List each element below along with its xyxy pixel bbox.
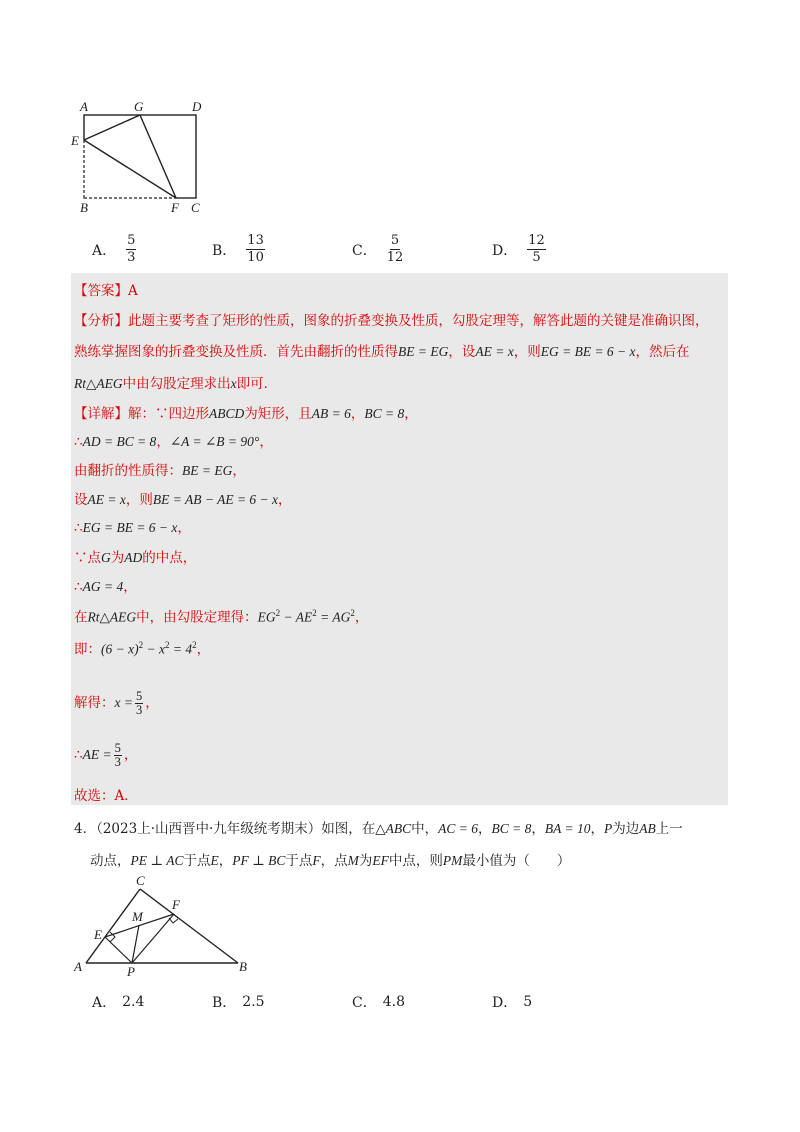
superscript: 2: [164, 640, 170, 650]
math: M: [347, 853, 359, 868]
analysis-line-2: [74, 343, 690, 362]
math: BE = EG: [182, 463, 233, 478]
rectangle-fold-figure: [70, 98, 220, 218]
superscript: 2: [192, 640, 197, 650]
rectangle-abcd: [84, 115, 196, 198]
text: ∴: [74, 747, 83, 764]
detail-line-11: [74, 742, 137, 769]
segment-eg: [84, 115, 140, 140]
fraction: [246, 234, 265, 266]
option-letter: C．: [352, 995, 377, 1011]
math: BC = 8: [491, 821, 532, 836]
math: △ABC: [375, 821, 412, 836]
answer-line: [74, 283, 138, 301]
text: 即：: [74, 641, 101, 658]
text: ，则: [125, 492, 153, 508]
label-a: A: [80, 99, 88, 114]
text: ，: [232, 463, 246, 479]
math: AG = 4: [82, 579, 124, 594]
fraction: [387, 234, 404, 266]
text: ∴: [74, 520, 83, 536]
denominator: 10: [247, 250, 264, 266]
detail-tag: 【详解】: [74, 406, 128, 422]
option-letter: A．: [92, 995, 117, 1011]
math: BE = EG: [398, 344, 449, 359]
label-b: B: [239, 959, 247, 974]
math: Rt△AEG: [74, 376, 123, 391]
text: ，: [259, 434, 273, 450]
label-e: E: [71, 133, 79, 148]
text: ，: [123, 579, 137, 595]
answer-value: A: [128, 283, 138, 299]
text: 为: [358, 853, 373, 869]
answer-tag: 【答案】: [74, 283, 128, 299]
label-c: C: [136, 873, 145, 888]
option-d: [492, 992, 532, 1012]
segment-pm: [132, 925, 139, 963]
math: AD = BC = 8: [82, 434, 157, 449]
math: P: [604, 821, 613, 836]
label-b: B: [80, 200, 88, 215]
option-c: [352, 992, 405, 1012]
text: ，点: [320, 853, 348, 869]
option-letter: B．: [212, 995, 237, 1011]
numerator: 13: [246, 234, 265, 250]
math: AE = x: [87, 492, 126, 507]
text: ，: [218, 853, 233, 869]
math: AD: [124, 550, 143, 565]
text: ，设: [448, 344, 476, 360]
denominator: 3: [135, 703, 143, 718]
option-c: [352, 234, 403, 266]
segment-gf: [140, 115, 176, 198]
math: AB = 6: [311, 406, 351, 421]
detail-line-5: [74, 519, 191, 538]
text: 设: [74, 492, 88, 508]
fraction: [114, 742, 122, 769]
math: Rt△AEG: [87, 609, 137, 625]
text: 于点: [285, 853, 313, 869]
option-letter: C．: [352, 242, 377, 259]
math: ∠A = ∠B = 90°: [169, 434, 260, 449]
denominator: 5: [532, 250, 541, 266]
denominator: 12: [386, 250, 404, 266]
math: BA = 10: [544, 821, 591, 836]
option-b: [212, 234, 265, 266]
text: 由翻折的性质得：: [74, 463, 182, 479]
text: 为矩形，且: [244, 406, 312, 422]
fraction: [135, 690, 143, 717]
text: 中，: [411, 821, 439, 837]
math: AE =: [82, 747, 112, 763]
math: (6 − x): [101, 641, 139, 657]
option-letter: D．: [492, 242, 518, 259]
text: ，: [278, 492, 292, 508]
superscript: 2: [350, 608, 355, 618]
option-value: 5: [523, 994, 533, 1010]
segment-pe: [105, 937, 132, 963]
label-e: E: [94, 927, 102, 942]
text: ∴: [74, 434, 83, 450]
detail-line-2: [74, 433, 273, 452]
math: EG = BE = 6 − x: [82, 520, 178, 535]
text: 最小值为（ ）: [462, 853, 571, 869]
math: E: [210, 853, 219, 868]
label-c: C: [191, 200, 200, 215]
text: ，: [404, 406, 418, 422]
text: ，然后在: [635, 344, 690, 360]
text: 中，由勾股定理得：: [136, 609, 258, 626]
detail-line-9: [74, 640, 210, 659]
math: − x: [143, 641, 165, 657]
text: ，: [156, 434, 170, 450]
label-a: A: [74, 959, 82, 974]
label-f: F: [172, 897, 180, 912]
numerator: 12: [527, 234, 546, 250]
text: 上一: [655, 821, 683, 837]
math: EF: [372, 853, 389, 868]
detail-line-10: [74, 690, 159, 717]
text: 动点，: [90, 853, 131, 869]
text: ，: [478, 821, 492, 837]
math: x =: [114, 695, 133, 711]
detail-line-8: [74, 608, 368, 627]
math: AC = 6: [438, 821, 479, 836]
math: PE ⊥ AC: [130, 853, 184, 868]
detail-line-4: [74, 491, 292, 510]
numerator: 5: [390, 234, 400, 250]
text: ，: [354, 609, 369, 626]
text: 在: [74, 609, 88, 626]
analysis-line-1: [74, 313, 709, 331]
text: ，则: [513, 344, 541, 360]
superscript: 2: [138, 640, 144, 650]
option-value: 4.8: [382, 994, 405, 1010]
fraction: [527, 234, 546, 266]
text: ∴: [74, 579, 83, 595]
label-p: P: [127, 964, 135, 978]
math: BE = AB − AE = 6 − x: [152, 492, 279, 507]
math: ABCD: [209, 406, 245, 421]
numerator: 5: [126, 234, 136, 250]
text: 即可．: [236, 376, 278, 392]
text: 熟练掌握图象的折叠变换及性质．首先由翻折的性质得: [74, 344, 398, 360]
superscript: 2: [312, 608, 317, 618]
text: 中由勾股定理求出: [122, 376, 231, 392]
option-letter: D．: [492, 995, 518, 1011]
math: F: [312, 853, 321, 868]
math: − AE: [280, 609, 313, 625]
label-g: G: [134, 99, 144, 114]
superscript: 2: [275, 608, 281, 618]
text: ，: [531, 821, 545, 837]
segment-cb: [140, 889, 238, 963]
option-a: [92, 234, 136, 266]
text: 中点，则: [388, 853, 443, 869]
math: G: [101, 550, 111, 565]
text: 4．（2023上·山西晋中·九年级统考期末）如图，在: [74, 821, 376, 837]
detail-line-1: [74, 405, 418, 424]
text: 的中点，: [142, 550, 197, 566]
math: BC = 8: [364, 406, 405, 421]
numerator: 5: [114, 741, 121, 755]
denominator: 3: [114, 755, 121, 770]
analysis-text: 此题主要考查了矩形的性质，图象的折叠变换及性质，勾股定理等，解答此题的关键是准确识图，: [128, 313, 709, 329]
question-4-line-2: [90, 849, 570, 869]
segment-ac: [86, 889, 140, 963]
math: EG: [257, 609, 276, 625]
text: ∵点: [74, 550, 101, 566]
text: ，: [145, 695, 159, 712]
segment-ef: [84, 140, 176, 198]
option-value: 2.4: [122, 994, 145, 1010]
fraction: [126, 234, 136, 266]
math: EG = BE = 6 − x: [540, 344, 636, 359]
detail-line-6: [74, 549, 196, 568]
option-value: 2.5: [242, 994, 265, 1010]
label-m: M: [132, 909, 143, 924]
label-d: D: [192, 99, 202, 114]
analysis-tag: 【分析】: [74, 313, 128, 329]
math: = AG: [316, 609, 351, 625]
math: AB: [639, 821, 656, 836]
text: 解：∵四边形: [128, 406, 209, 422]
text: 故选：A．: [74, 788, 138, 804]
math: PM: [442, 853, 463, 868]
detail-line-7: [74, 578, 137, 597]
detail-line-12: [74, 788, 138, 806]
option-a: [92, 992, 144, 1012]
label-f: F: [171, 200, 179, 215]
triangle-figure: [70, 873, 270, 978]
math: PF ⊥ BC: [232, 853, 286, 868]
text: ，: [177, 520, 191, 536]
math: x: [230, 376, 237, 391]
option-letter: A．: [92, 242, 117, 259]
option-d: [492, 234, 546, 266]
text: ，: [590, 821, 605, 837]
option-letter: B．: [212, 242, 237, 259]
question-4-line-1: [74, 817, 683, 837]
denominator: 3: [127, 250, 136, 266]
text: ，: [350, 406, 365, 422]
numerator: 5: [135, 689, 143, 703]
text: 为边: [612, 821, 640, 837]
text: 于点: [183, 853, 211, 869]
detail-line-3: [74, 462, 246, 481]
text: 为: [110, 550, 125, 566]
math: = 4: [169, 641, 193, 657]
analysis-line-3: [74, 375, 277, 394]
math: AE = x: [475, 344, 514, 359]
text: 解得：: [74, 695, 115, 712]
text: ，: [123, 747, 138, 764]
option-b: [212, 992, 265, 1012]
text: ，: [196, 641, 211, 658]
